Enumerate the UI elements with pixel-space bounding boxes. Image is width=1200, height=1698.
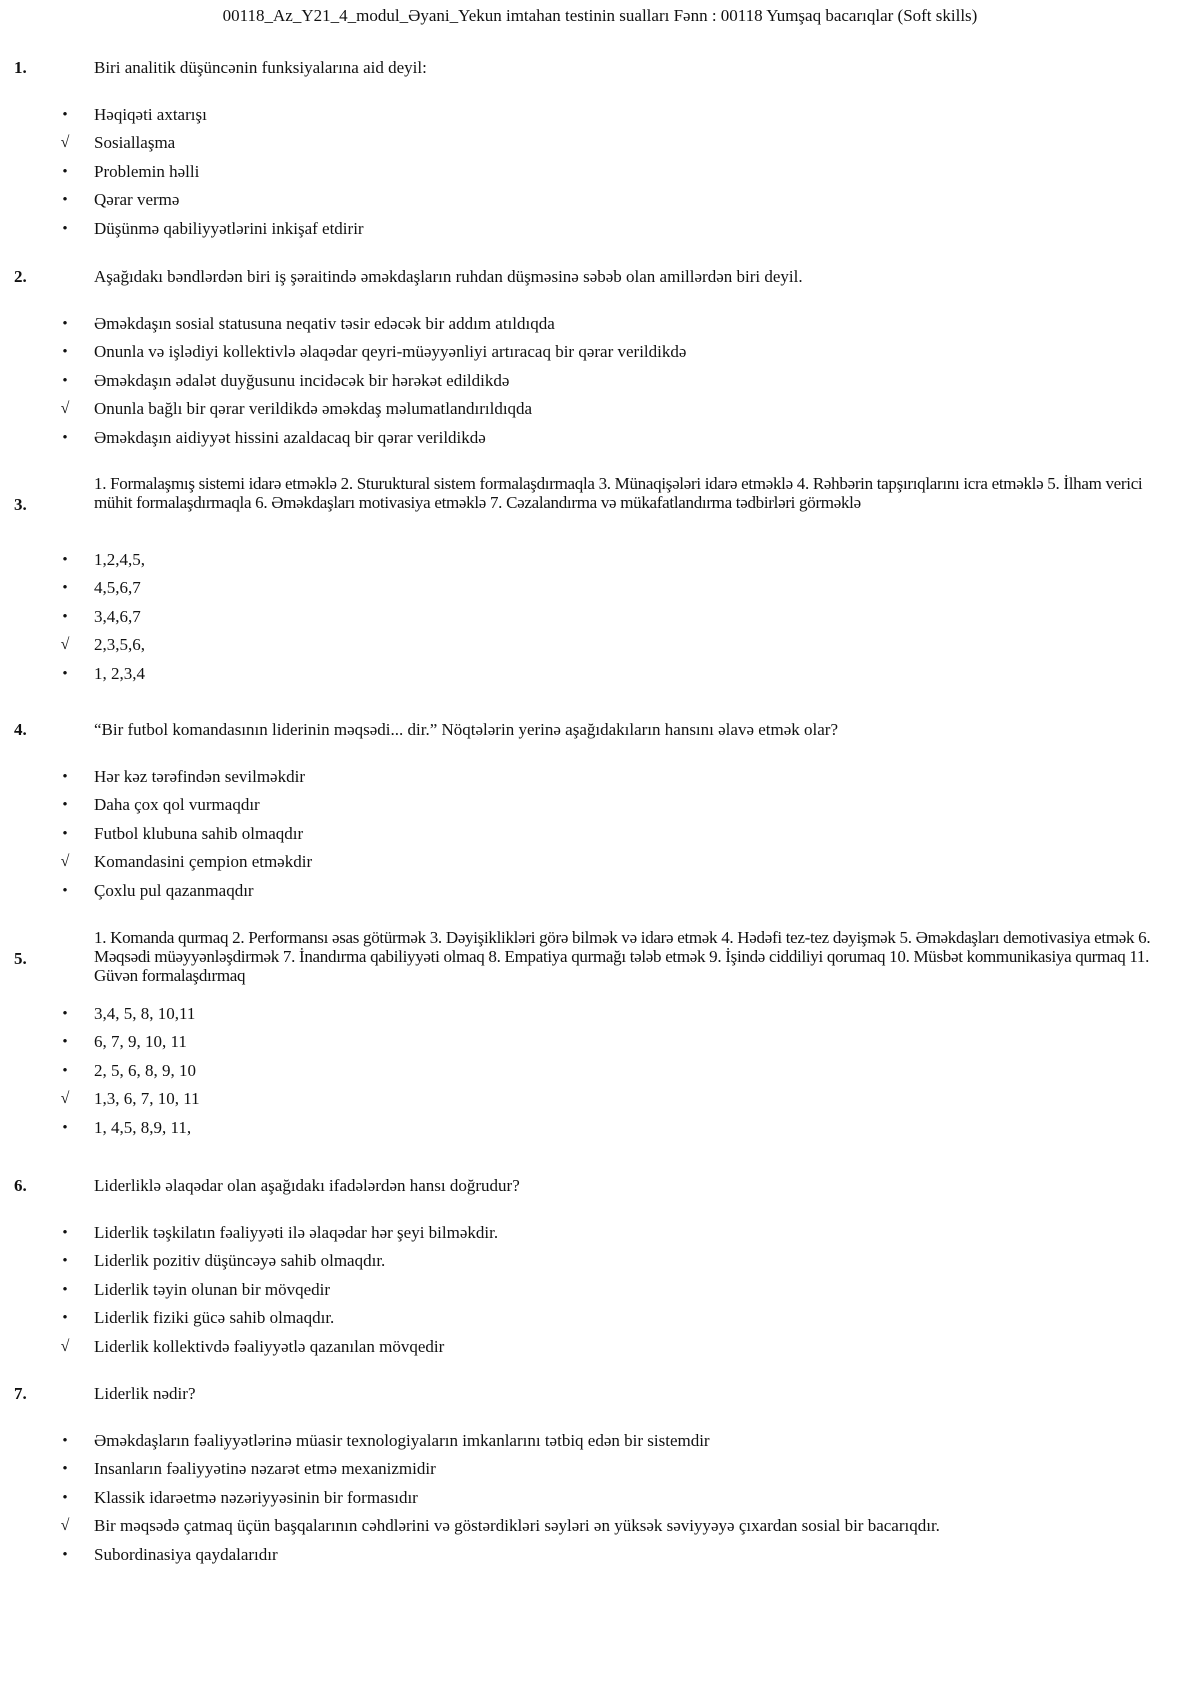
option-text: 1,3, 6, 7, 10, 11 [94,1089,200,1109]
answer-option [0,1484,1200,1512]
answer-option [0,820,1200,848]
question-text: “Bir futbol komandasının liderinin məqsədi... dir.” Nöqtələrin yerinə aşağıdakıların hansını əlavə etmək olar? [94,720,838,739]
question-text: Aşağıdakı bəndlərdən biri iş şəraitində əməkdaşların ruhdan düşməsinə səbəb olan amillərdən biri deyil. [94,267,803,286]
checkmark-icon: √ [60,1090,70,1108]
answer-option-correct [0,395,1200,423]
option-text: 6, 7, 9, 10, 11 [94,1032,187,1052]
question-row [0,474,1200,534]
bullet-icon: • [62,1225,68,1241]
option-list [0,546,1200,688]
bullet-icon: • [62,825,68,842]
answer-option [0,1114,1200,1142]
answer-option [0,791,1200,819]
bullet-icon: • [62,1253,68,1270]
option-list [0,1427,1200,1569]
option-text: Liderlik təşkilatın fəaliyyəti ilə əlaqədar hər şeyi bilməkdir. [94,1223,499,1242]
checkmark-icon: √ [60,400,70,418]
question-2 [0,266,1200,452]
answer-option [0,1276,1200,1304]
option-text: 3,4,6,7 [94,606,141,626]
bullet-icon: • [62,192,68,209]
question-3 [0,474,1200,688]
answer-option [0,310,1200,338]
option-list [0,101,1200,243]
answer-option-correct [0,1512,1200,1540]
option-text: Onunla bağlı bir qərar verildikdə əməkdaş məlumatlandırıldıqda [94,399,533,419]
checkmark-icon: √ [60,636,70,654]
question-7 [0,1383,1200,1569]
bullet-icon: • [62,552,68,568]
question-number: 4. [14,720,27,739]
bullet-icon: • [62,797,68,814]
bullet-icon: • [62,1119,68,1136]
answer-option [0,763,1200,791]
answer-option [0,1057,1200,1085]
option-text: Hər kəz tərəfindən sevilməkdir [94,767,305,786]
option-text: 2,3,5,6, [94,635,145,655]
question-number: 6. [14,1176,27,1195]
answer-option [0,367,1200,395]
question-text: Liderlik nədir? [94,1384,196,1403]
question-number: 5. [14,949,27,968]
bullet-icon: • [62,316,68,332]
answer-option [0,1028,1200,1056]
answer-option [0,877,1200,905]
answer-option [0,1219,1200,1247]
question-number: 7. [14,1384,27,1403]
bullet-icon: • [62,163,68,180]
question-number: 2. [14,267,27,286]
option-text: 4,5,6,7 [94,578,141,598]
checkmark-icon: √ [60,1517,70,1535]
option-text: 1, 4,5, 8,9, 11, [94,1117,192,1137]
bullet-icon: • [62,769,68,785]
option-text: Liderlik fiziki gücə sahib olmaqdır. [94,1308,335,1328]
bullet-icon: • [62,107,68,123]
option-text: Komandasini çempion etməkdir [94,852,313,872]
checkmark-icon: √ [60,134,70,152]
option-text: Liderlik pozitiv düşüncəyə sahib olmaqdır. [94,1251,386,1271]
option-text: Onunla və işlədiyi kollektivlə əlaqədar qeyri-müəyyənliyi artıracaq bir qərar verildikdə [94,342,687,362]
bullet-icon: • [62,580,68,597]
option-text: Əməkdaşın sosial statusuna neqativ təsir edəcək bir addım atıldıqda [94,314,555,333]
bullet-icon: • [62,429,68,446]
answer-option [0,574,1200,602]
option-text: Futbol klubuna sahib olmaqdır [94,823,304,843]
option-list [0,310,1200,452]
answer-option-correct [0,129,1200,157]
option-text: Əməkdaşın ədalət duyğusunu incidəcək bir hərəkət edildikdə [94,370,510,390]
option-text: Həqiqəti axtarışı [94,105,207,124]
question-5 [0,928,1200,1142]
option-list [0,1219,1200,1361]
answer-option [0,1247,1200,1275]
question-row [0,57,1200,79]
bullet-icon: • [62,220,68,237]
option-text: Düşünmə qabiliyyətlərini inkişaf etdirir [94,218,364,238]
option-text: Qərar vermə [94,190,180,210]
option-text: 2, 5, 6, 8, 9, 10 [94,1060,196,1080]
answer-option [0,215,1200,243]
answer-option [0,1541,1200,1569]
option-text: 1,2,4,5, [94,550,145,569]
option-text: Klassik idarəetmə nəzəriyyəsinin bir formasıdır [94,1487,418,1507]
question-row [0,266,1200,288]
answer-option [0,1304,1200,1332]
option-text: Əməkdaşın aidiyyət hissini azaldacaq bir qərar verildikdə [94,427,486,447]
bullet-icon: • [62,1281,68,1298]
option-text: Problemin həlli [94,161,200,181]
answer-option [0,1000,1200,1028]
option-text: Çoxlu pul qazanmaqdır [94,880,254,900]
answer-option [0,603,1200,631]
question-row [0,928,1200,988]
option-text: Bir məqsədə çatmaq üçün başqalarının cəhdlərini və göstərdikləri səyləri ən yüksək səviyyəyə çıxardan sosial bir bacarıqdır. [94,1516,940,1536]
question-text: 1. Formalaşmış sistemi idarə etməklə 2. Sturuktural sistem formalaşdırmaqla 3. Münaqişələri idarə etməklə 4. Rəhbərin tapşırıqlarını icra etməklə 5. İlham verici mühit formalaşdırmaqla 6. Əməkdaşları motivasiya etməklə 7. Cəzalandırma və mükafatlandırma tədbirləri görməklə [94,474,1143,512]
question-4 [0,719,1200,905]
option-list [0,1000,1200,1142]
option-text: Insanların fəaliyyətinə nəzarət etmə mexanizmidir [94,1459,436,1479]
bullet-icon: • [62,608,68,625]
option-text: Subordinasiya qaydalarıdır [94,1544,278,1564]
answer-option [0,660,1200,688]
answer-option-correct [0,631,1200,659]
option-list [0,763,1200,905]
option-text: Sosiallaşma [94,133,176,153]
bullet-icon: • [62,882,68,899]
bullet-icon: • [62,1006,68,1022]
bullet-icon: • [62,1489,68,1506]
question-text: 1. Komanda qurmaq 2. Performansı əsas götürmək 3. Dəyişiklikləri görə bilmək və idarə etmək 4. Hədəfi tez-tez dəyişmək 5. Əməkdaşları demotivasiya etmək 6. Məqsədi müəyyənləşdirmək 7. İnandırma qabiliyyəti olmaq 8. Empatiya qurmağı tələb etmək 9. İşində ciddiliyi qorumaq 10. Müsbət kommunikasiya qurmaq 11. Güvən formalaşdırmaq [94,928,1151,985]
answer-option-correct [0,1333,1200,1361]
option-text: Liderlik təyin olunan bir mövqedir [94,1279,331,1299]
question-row [0,1383,1200,1405]
answer-option [0,101,1200,129]
answer-option-correct [0,1085,1200,1113]
bullet-icon: • [62,1433,68,1449]
question-text: Biri analitik düşüncənin funksiyalarına aid deyil: [94,58,427,77]
question-number: 1. [14,58,27,77]
question-6 [0,1175,1200,1361]
bullet-icon: • [62,1310,68,1327]
checkmark-icon: √ [60,853,70,871]
option-text: Daha çox qol vurmaqdır [94,795,260,815]
bullet-icon: • [62,1461,68,1478]
question-1 [0,57,1200,243]
bullet-icon: • [62,372,68,389]
answer-option [0,1427,1200,1455]
checkmark-icon: √ [60,1337,70,1355]
question-text: Liderliklə əlaqədar olan aşağıdakı ifadələrdən hansı doğrudur? [94,1176,520,1195]
bullet-icon: • [62,1062,68,1079]
answer-option [0,186,1200,214]
bullet-icon: • [62,1034,68,1051]
question-number: 3. [14,495,27,514]
option-text: Liderlik kollektivdə fəaliyyətlə qazanılan mövqedir [94,1336,445,1356]
answer-option [0,158,1200,186]
answer-option-correct [0,848,1200,876]
answer-option [0,546,1200,574]
answer-option [0,424,1200,452]
bullet-icon: • [62,344,68,361]
bullet-icon: • [62,1546,68,1563]
document-title: 00118_Az_Y21_4_modul_Əyani_Yekun imtahan testinin sualları Fənn : 00118 Yumşaq bacarıqlar (Soft skills) [222,6,978,25]
option-text: 3,4, 5, 8, 10,11 [94,1004,196,1023]
bullet-icon: • [62,665,68,682]
question-row [0,719,1200,741]
answer-option [0,1455,1200,1483]
question-row [0,1175,1200,1197]
answer-option [0,338,1200,366]
option-text: Əməkdaşların fəaliyyətlərinə müasir texnologiyaların imkanlarını tətbiq edən bir sistemdir [94,1431,710,1450]
option-text: 1, 2,3,4 [94,663,145,683]
